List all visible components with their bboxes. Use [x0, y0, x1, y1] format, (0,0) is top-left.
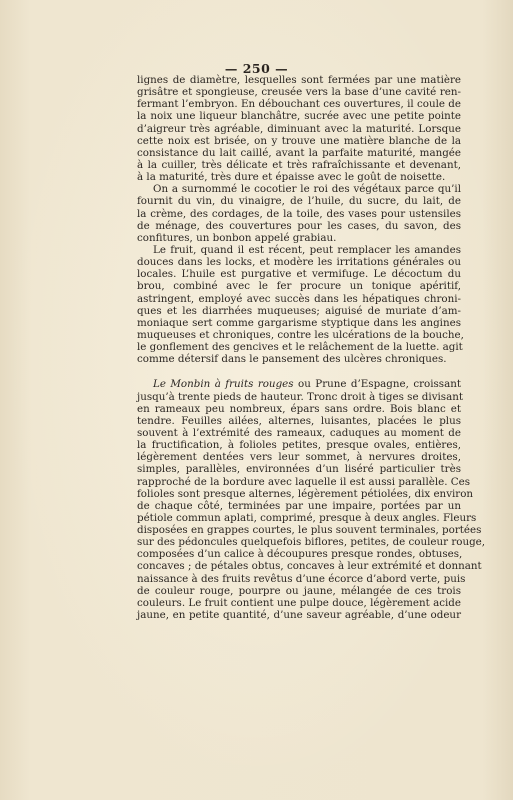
text-line: légèrement dentées vers leur sommet, à nervures droites,: [137, 451, 461, 464]
text-line: jaune, en petite quantité, d’une saveur agréable, d’une odeur: [137, 609, 461, 622]
text-line: jusqu’à trente pieds de hauteur. Tronc droit à tiges se divisant: [137, 390, 463, 403]
text-line: folioles sont presque alternes, légèrement pétiolées, dix environ: [137, 487, 474, 500]
text-line: tendre. Feuilles ailées, alternes, luisantes, placées le plus: [137, 414, 461, 427]
text-line: la noix une liqueur blanchâtre, sucrée avec une petite pointe: [137, 110, 461, 123]
text-line: rapproché de la bordure avec laquelle il est aussi parallèle. Ces: [137, 475, 471, 488]
paragraph-monbin-entry: [137, 378, 486, 622]
text-line: le gonflement des gencives et le relâchement de la luette. agit: [137, 341, 463, 354]
text-line: disposées en grappes courtes, le plus souvent terminales, portées: [137, 524, 482, 537]
text-line-rest: ou Prune d’Espagne, croissant: [293, 378, 462, 391]
text-line: locales. L’huile est purgative et vermifuge. Le décoctum du: [137, 268, 461, 281]
text-line: la crème, des cordages, de la toile, des vases pour ustensiles: [137, 207, 461, 220]
text-line: fermant l’embryon. En débouchant ces ouvertures, il coule de: [137, 98, 461, 111]
text-line: couleurs. Le fruit contient une pulpe douce, légèrement acide: [137, 596, 461, 609]
text-line: [137, 378, 461, 390]
paragraph-king-of-plants: [137, 183, 461, 244]
text-line: ques et les diarrhées muqueuses; aiguisé de muriate d’am-: [137, 304, 461, 317]
page-number: — 250 —: [224, 61, 289, 76]
text-line: brou, combiné avec le fer procure un tonique apéritif,: [137, 280, 461, 293]
text-line: pétiole commun aplati, comprimé, presque à deux angles. Fleurs: [137, 511, 477, 524]
text-line: d’aigreur très agréable, diminuant avec la maturité. Lorsque: [137, 122, 461, 135]
text-line: souvent à l’extrémité des rameaux, caduques au moment de: [137, 426, 461, 439]
text-line: Le fruit, quand il est récent, peut remplacer les amandes: [153, 243, 461, 256]
text-line: grisâtre et spongieuse, creusée vers la base d’une cavité ren-: [137, 86, 461, 99]
text-line: concaves ; de pétales obtus, concaves à leur extrémité et donnant: [137, 560, 482, 573]
text-line: douces dans les locks, et modère les irritations générales ou: [137, 256, 461, 269]
text-line: sur des pédoncules quelquefois biflores, petites, de couleur rouge,: [137, 536, 486, 549]
text-line: la fructification, à folioles petites, presque ovales, entières,: [137, 439, 461, 452]
text-line: On a surnommé le cocotier le roi des végétaux parce qu’il: [153, 183, 461, 196]
text-line: cette noix est brisée, on y trouve une matière blanche de la: [137, 134, 461, 147]
text-line: de chaque côté, terminées par une impaire, portées par un: [137, 499, 461, 512]
text-line: fournit du vin, du vinaigre, de l’huile, du sucre, du lait, de: [137, 195, 461, 208]
text-line: naissance à des fruits revêtus d’une écorce d’abord verte, puis: [137, 572, 466, 585]
text-line: à la cuiller, très délicate et très rafraîchissante et devenant,: [137, 158, 461, 171]
text-line: comme détersif dans le pansement des ulcères chroniques.: [137, 353, 447, 366]
body-text: [137, 74, 486, 622]
paragraph-coconut-description: [137, 74, 461, 183]
text-line: de ménage, des couvertures pour les cases, du savon, des: [137, 219, 461, 232]
text-line: muqueuses et chroniques, contre les ulcérations de la bouche,: [137, 328, 464, 341]
species-name: Le Monbin à fruits rouges: [153, 378, 294, 391]
text-line: à la maturité, très dure et épaisse avec le goût de noisette.: [137, 171, 446, 184]
text-line: consistance du lait caillé, avant la parfaite maturité, mangée: [137, 146, 461, 159]
text-line: en rameaux peu nombreux, épars sans ordre. Bois blanc et: [137, 402, 461, 415]
text-line: astringent, employé avec succès dans les hépatiques chroni-: [137, 292, 461, 305]
text-line: moniaque sert comme gargarisme styptique dans les angines: [137, 316, 461, 329]
text-line: composées d’un calice à découpures presque rondes, obtuses,: [137, 548, 463, 561]
text-line: lignes de diamètre, lesquelles sont fermées par une matière: [137, 74, 461, 86]
text-line: de couleur rouge, pourpre ou jaune, mélangée de ces trois: [137, 584, 461, 597]
text-line: confitures, un bonbon appelé grabiau.: [137, 231, 337, 244]
paragraph-medicinal-uses: [137, 243, 464, 366]
text-line: simples, parallèles, environnées d’un liséré particulier très: [137, 463, 461, 476]
